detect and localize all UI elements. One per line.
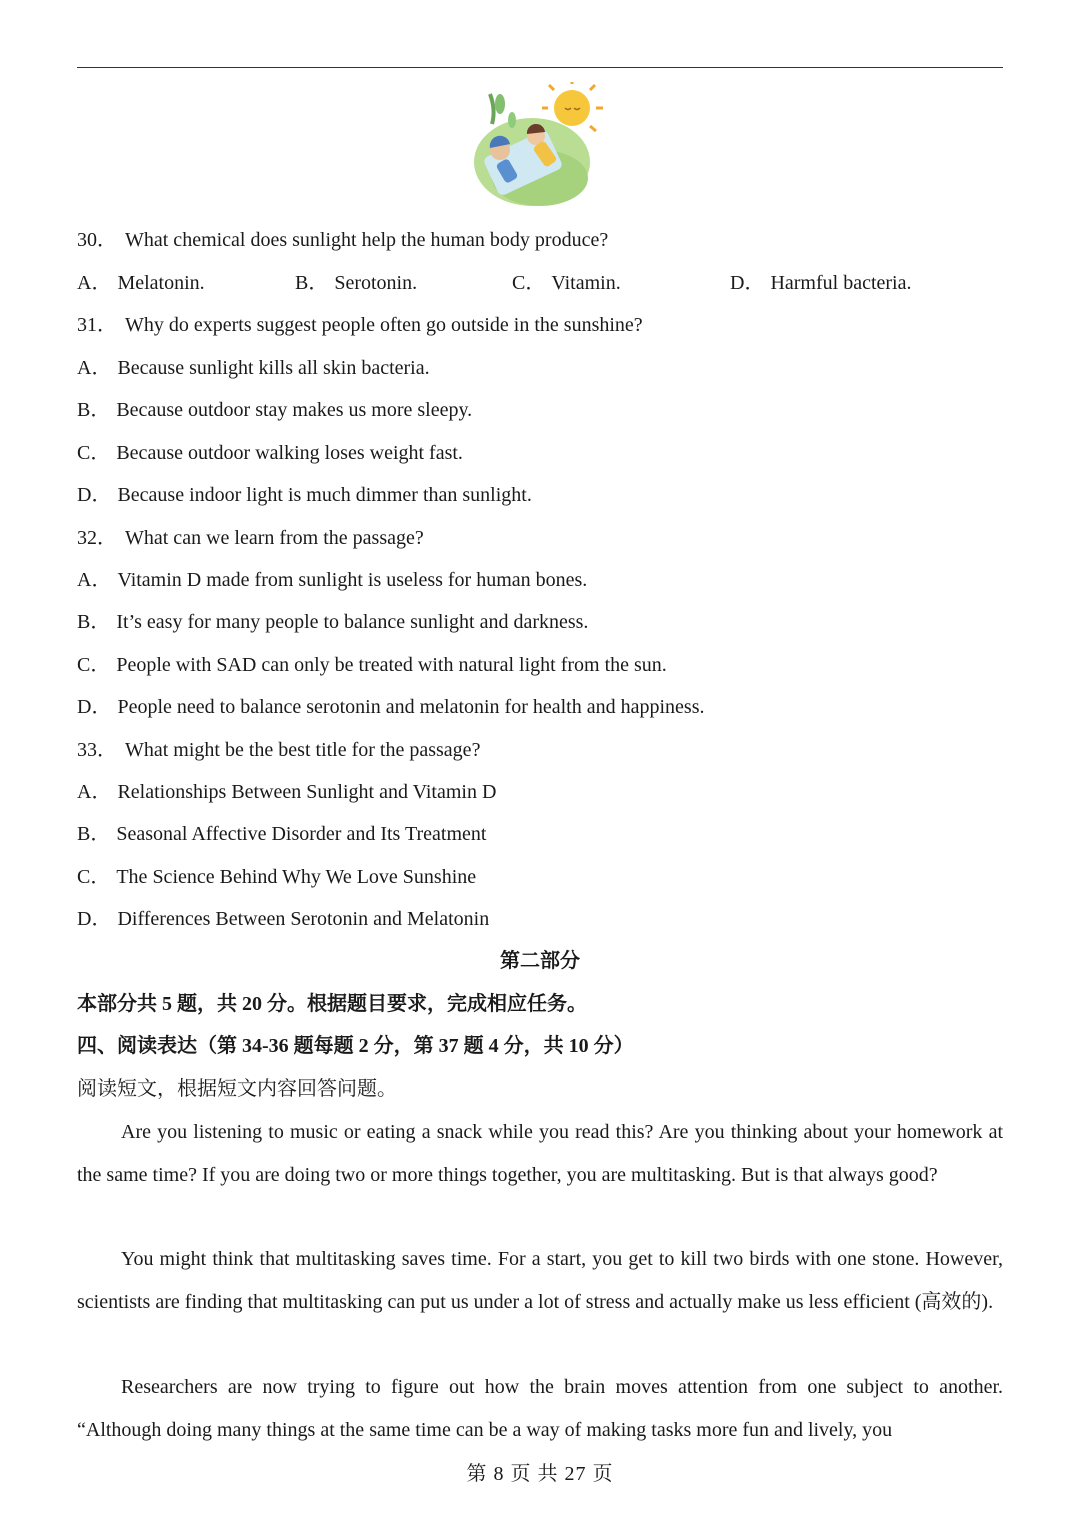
question-30	[77, 226, 608, 254]
passage-paragraph: Researchers are now trying to figure out how the brain moves attention from one subject to another. “Although doing many things at the same time can be a way of making tasks more fun and lively, you	[77, 1376, 1003, 1441]
header-rule	[77, 67, 1003, 68]
option-a: A． Melatonin.	[77, 272, 205, 294]
option-a: A． Because sunlight kills all skin bacteria.	[77, 357, 430, 379]
section-title: 四、阅读表达（第 34-36 题每题 2 分，第 37 题 4 分，共 10 分）	[77, 1035, 634, 1057]
option-b: B． Because outdoor stay makes us more sleepy.	[77, 399, 473, 421]
question-30-options	[77, 269, 1003, 297]
option-c: C． People with SAD can only be treated with natural light from the sun.	[77, 654, 667, 676]
question-33	[77, 736, 480, 764]
reading-instruction: 阅读短文，根据短文内容回答问题。	[77, 1078, 397, 1100]
question-number: 33．	[77, 739, 117, 761]
question-text: Why do experts suggest people often go outside in the sunshine?	[125, 314, 643, 336]
part-heading: 第二部分	[500, 950, 580, 972]
option-b: B． It’s easy for many people to balance sunlight and darkness.	[77, 611, 589, 633]
question-31	[77, 311, 643, 339]
sunshine-picnic-illustration	[470, 82, 610, 212]
question-text: What might be the best title for the passage?	[125, 739, 481, 761]
question-number: 30．	[77, 229, 117, 251]
option-d: D． Because indoor light is much dimmer than sunlight.	[77, 484, 532, 506]
option-a: A． Vitamin D made from sunlight is useless for human bones.	[77, 569, 588, 591]
question-32	[77, 524, 424, 552]
question-text: What chemical does sunlight help the human body produce?	[125, 229, 609, 251]
option-d: D． Harmful bacteria.	[730, 272, 912, 294]
option-b: B． Serotonin.	[295, 272, 418, 294]
question-number: 32．	[77, 527, 117, 549]
option-c: C． The Science Behind Why We Love Sunshine	[77, 866, 477, 888]
option-c: C． Because outdoor walking loses weight fast.	[77, 442, 463, 464]
part-intro: 本部分共 5 题，共 20 分。根据题目要求，完成相应任务。	[77, 993, 587, 1015]
option-c: C． Vitamin.	[512, 272, 621, 294]
page-footer: 第 8 页 共 27 页	[466, 1463, 614, 1485]
option-d: D． Differences Between Serotonin and Melatonin	[77, 908, 490, 930]
question-number: 31．	[77, 314, 117, 336]
option-d: D． People need to balance serotonin and melatonin for health and happiness.	[77, 696, 705, 718]
option-a: A． Relationships Between Sunlight and Vitamin D	[77, 781, 497, 803]
option-b: B． Seasonal Affective Disorder and Its Treatment	[77, 823, 487, 845]
passage-paragraph: Are you listening to music or eating a snack while you read this? Are you thinking about your homework at the same time? If you are doing two or more things together, you are multitasking. But is that always good?	[77, 1121, 1003, 1186]
question-text: What can we learn from the passage?	[125, 527, 424, 549]
passage-paragraph: You might think that multitasking saves time. For a start, you get to kill two birds with one stone. However, scientists are finding that multitasking can put us under a lot of stress and actually make us less efficient (高效的).	[77, 1248, 1003, 1313]
